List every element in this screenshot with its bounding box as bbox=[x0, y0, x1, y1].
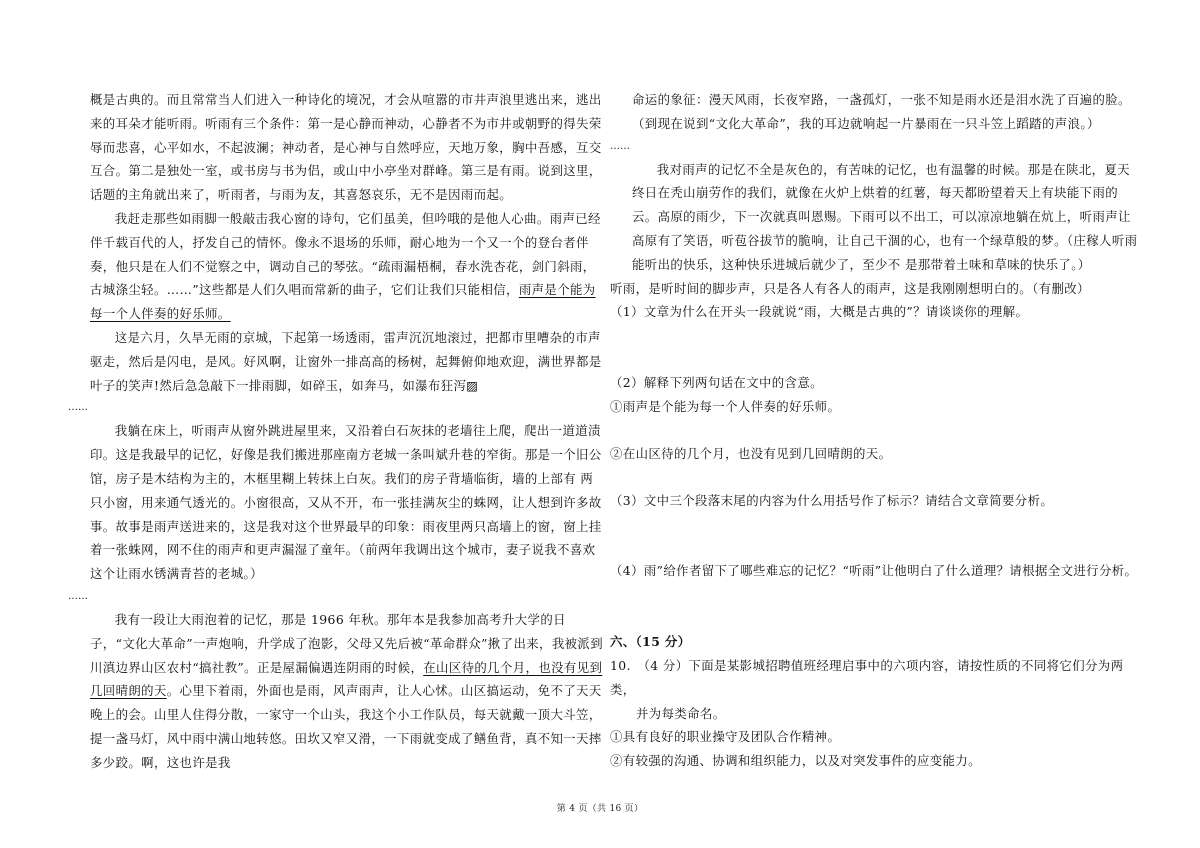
question-10: 10. （4 分）下面是某影城招聘值班经理启事中的六项内容，请按性质的不同将它们分为两类， bbox=[610, 657, 1124, 697]
paragraph: 这是六月，久旱无雨的京城，下起第一场透雨，雷声沉沉地滚过，把都市里嘈杂的市声驱走，然后是闪电，是风。好风啊，让窗外一排高高的杨树，起舞俯仰地欢迎，满世界都是叶子的笑声!然后急急敲下一排雨脚，如碎玉，如奔马，如瀑布狂泻▨ bbox=[90, 329, 602, 393]
question-1: （1）文章为什么在开头一段就说“雨，大概是古典的”？请谈谈你的理解。 bbox=[610, 304, 1029, 320]
section-heading: 六、（15 分） bbox=[610, 634, 691, 650]
underlined-sentence: 在山区待的几个月，也没有见到几回晴朗的天 bbox=[90, 659, 603, 699]
paragraph bbox=[68, 608, 604, 775]
answer-space bbox=[610, 419, 1138, 442]
paragraph: 概是古典的。而且常常当人们进入一种诗化的境况，才会从喧嚣的市井声浪里逃出来，逃出来的耳朵才能听雨。听雨有三个条件：第一是心静而神动，心静者不为市井或朝野的得失荣辱而悲喜，心平如水，不起波澜；神动者，是心神与自然呼应，天地万象，胸中吾感，互交互合。第二是独处一室，或书房与书为侣，或山中小亭坐对群峰。第三是有雨。说到这里，话题的主角就出来了，听雨者，与雨为友，其喜怒哀乐，无不是因雨而起。 bbox=[90, 92, 602, 203]
list-item: ①具有良好的职业操守及团队合作精神。 bbox=[610, 729, 841, 745]
right-column bbox=[610, 88, 1138, 773]
answer-space bbox=[610, 324, 1138, 371]
answer-space bbox=[610, 583, 1138, 630]
underlined-sentence: 雨声是个能为每一个人伴奏的好乐师。 bbox=[90, 282, 596, 322]
question-10-continued: 并为每类命名。 bbox=[636, 705, 726, 721]
paragraph: 我躺在床上，听雨声从窗外跳进屋里来，又沿着白石灰抹的老墙往上爬，爬出一道道渍印。这是我最早的记忆，好像是我们搬进那座南方老城一条叫斌升巷的窄街。那是一个旧公馆，房子是木结构为主的，木框里糊上转抹上白灰。我们的房子背墙临街，墙的上部有 两只小窗，用来通气透光的。小窗很高，又从不开，布一张挂满灰尘的蛛网，让人想到许多故事。故事是雨声送进来的，这是我对这个世界最早的印象：雨夜里两只高墙上的窗，窗上挂着一张蛛网，网不住的雨声和更声漏湿了童年。（前两年我调出这个城市，妻子说我不喜欢这个让雨水锈满青苔的老城。） bbox=[90, 423, 602, 582]
omission-mark: …… bbox=[610, 140, 630, 152]
paragraph: 我对雨声的记忆不全是灰色的，有苦味的记忆，也有温馨的时候。那是在陕北，夏天终日在秃山崩劳作的我们，就像在火炉上烘着的红薯，每天都盼望着天上有块能下雨的云。高原的雨少，下一次就真叫恩赐。下雨可以不出工，可以凉凉地躺在炕上，听雨声让高原有了笑语，听苞谷拔节的脆响，让自己干涸的心，也有一个绿草般的梦。（庄稼人听雨能听出的快乐，这种快乐进城后就少了，至少不 是那带着土味和草味的快乐了。） bbox=[632, 161, 1138, 272]
page-footer: 第 4 页（共 16 页） bbox=[556, 804, 644, 814]
left-column bbox=[68, 88, 604, 775]
question-4: （4）雨”给作者留下了哪些难忘的记忆？“听雨”让他明白了什么道理？请根据全文进行分析。 bbox=[610, 563, 1138, 579]
paragraph-text: 。心里下着雨，外面也是雨，风声雨声，让人心怵。山区搞运动，免不了天天晚上的会。山里人住得分散，一家守一个山头，我这个小工作队员，每天就戴一顶大斗笠，提一盏马灯，风中雨中满山地转悠。田坎又窄又滑，一下雨就变成了鳝鱼背，真不知一天摔多少跤。啊，这也许是我 bbox=[90, 683, 602, 770]
paragraph: 命运的象征：漫天风雨，长夜窄路，一盏孤灯，一张不知是雨水还是泪水洗了百遍的脸。（到现在说到“文化大革命”，我的耳边就响起一片暴雨在一只斗笠上蹈踏的声浪。） bbox=[632, 92, 1131, 131]
answer-space bbox=[610, 512, 1138, 559]
answer-space bbox=[610, 466, 1138, 489]
question-2: （2）解释下列两句话在文中的含意。 bbox=[610, 375, 823, 391]
list-item: ②有较强的沟通、协调和组织能力，以及对突发事件的应变能力。 bbox=[610, 753, 981, 769]
omission-mark: …… bbox=[68, 590, 88, 602]
omission-mark: …… bbox=[68, 402, 88, 414]
question-2-item-1: ①雨声是个能为每一个人伴奏的好乐师。 bbox=[610, 398, 841, 414]
paragraph bbox=[68, 207, 604, 326]
paragraph-text: 我赶走那些如雨脚一般敲击我心窗的诗句，它们虽美，但吟哦的是他人心曲。雨声已经伴千载百代的人，抒发自己的情怀。像永不退场的乐师，耐心地为一个又一个的登台者伴奏，他只是在人们不觉察之中，调动自己的琴弦。“疏雨漏梧桐，春水洗杏花，剑门斜雨，古城涤尘轻。……”这些都是人们久唱而常新的曲子，它们让我们只能相信， bbox=[90, 210, 601, 298]
closing-paragraph: 听雨，是听时间的脚步声，只是各人有各人的雨声，这是我刚刚想明白的。（有删改） bbox=[610, 280, 1090, 296]
question-2-item-2: ②在山区待的几个月，也没有见到几回晴朗的天。 bbox=[610, 445, 892, 461]
question-3: （3）文中三个段落末尾的内容为什么用括号作了标示？请结合文章简要分析。 bbox=[610, 492, 1054, 508]
paragraph-text: 我有一段让大雨泡着的记忆，那是 1966 年秋。那年本是我参加高考升大学的日子，“文化大革命”一声炮响，升学成了泡影，父母又先后被“革命群众”揪了出来，我被派到川滇边界山区农村“搞社教”。正是屋漏偏遇连阴雨的时候， bbox=[90, 611, 603, 675]
